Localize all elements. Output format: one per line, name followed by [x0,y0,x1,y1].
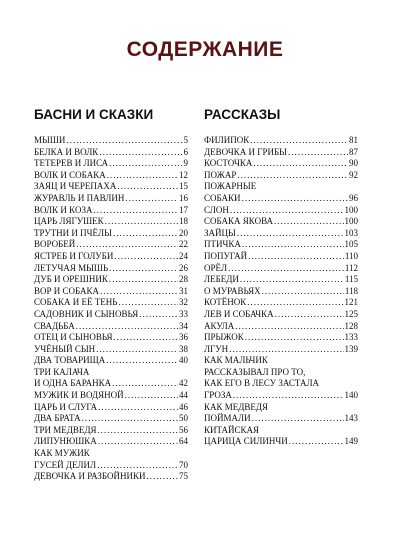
toc-page-number: 24 [179,250,188,261]
toc-entry-line [34,239,188,251]
toc-page-number: 38 [179,343,188,354]
toc-page-number: 121 [344,297,358,308]
toc-entry[interactable] [34,216,188,228]
toc-entry-title: МУЖИК И ВОДЯНОЙ [34,390,124,401]
toc-entry[interactable] [34,274,188,286]
toc-entry[interactable] [34,135,188,147]
toc-entry-title: ПРЫЖОК [204,332,244,343]
toc-entry-line [34,332,188,344]
toc-entry-title: СОБАКИ [204,192,241,203]
toc-entry-line [204,367,358,379]
toc-entry-line [34,413,188,425]
toc-entry-title: САДОВНИК И СЫНОВЬЯ [34,308,139,319]
dot-leader [114,332,178,344]
toc-page-number: 81 [349,135,358,145]
toc-entry-line [34,251,188,263]
toc-page-number: 46 [179,401,188,412]
toc-entry-title: ДУБ И ОРЕШНИК [34,274,108,285]
toc-page-number: 149 [344,436,358,447]
dot-leader [109,263,178,275]
dot-leader [98,425,178,437]
toc-entry[interactable] [204,274,358,286]
dot-leader [107,170,178,182]
toc-entry-title: СЛОН [204,204,229,215]
toc-entry-line [204,216,358,228]
toc-page-number: 128 [344,320,358,331]
dot-leader [248,251,344,263]
toc-entry-line [204,251,358,263]
toc-entry-title: ГРОЗА [204,390,232,401]
dot-leader [66,135,182,147]
dot-leader [247,297,343,309]
toc-entry-title: ЛЕВ И СОБАЧКА [204,308,274,319]
toc-entry-line [34,263,188,275]
toc-entry-line [204,181,358,193]
toc-entry-line [34,321,188,333]
toc-page-number: 125 [344,308,358,319]
toc-entry-line [204,344,358,356]
toc-entry[interactable] [34,413,188,425]
page-title: СОДЕРЖАНИЕ [126,38,284,61]
toc-entry[interactable] [204,205,358,217]
toc-page-number: 33 [179,308,188,319]
toc-page-number: 18 [179,216,188,227]
dot-leader [100,286,178,298]
dot-leader [233,390,344,402]
toc-entry-line [34,170,188,182]
toc-page-number: 110 [344,250,358,261]
toc-entry-title: И ОДНА БАРАНКА [34,378,112,389]
toc-page-number: 32 [179,297,188,308]
toc-entry-line [34,471,188,483]
toc-entry-title: СОБАКА ЯКОВА [204,216,274,227]
toc-entry-title: ТЕТЕРЕВ И ЛИСА [34,158,109,169]
dot-leader [288,147,348,159]
toc-column-fables [34,106,188,483]
toc-column-stories [204,106,358,448]
toc-entry[interactable] [204,135,358,147]
dot-leader [109,158,182,170]
toc-page-number: 70 [179,459,188,470]
toc-entry-title: ЛИПУНЮШКА [34,436,97,447]
toc-page-number: 22 [179,239,188,250]
toc-entry-line [34,390,188,402]
toc-entry[interactable] [34,286,188,298]
toc-page-number: 40 [179,355,188,366]
toc-entry[interactable] [34,367,188,390]
dot-leader [245,332,344,344]
toc-entry-line [204,263,358,275]
toc-page-number: 92 [349,169,358,180]
toc-entry-line [34,460,188,472]
toc-entry-title: ФИЛИПОК [204,135,250,145]
toc-entry-title: ОРЁЛ [204,262,228,273]
toc-entry-title: ПОЖАР [204,169,237,180]
toc-entry[interactable] [34,263,188,275]
toc-entry-title: ЯСТРЕБ И ГОЛУБИ [34,250,114,261]
toc-entry-line [204,135,358,147]
dot-leader [139,309,178,321]
toc-page-number: 20 [179,227,188,238]
toc-entry-title: КОТЁНОК [204,297,247,308]
toc-entry[interactable] [204,309,358,321]
dot-leader [106,355,178,367]
toc-entry-title: О МУРАВЬЯХ [204,285,261,296]
toc-entry-line [34,378,188,390]
toc-page-number: 12 [179,169,188,180]
dot-leader [114,251,178,263]
toc-entry[interactable] [34,309,188,321]
toc-entry-title: РАССКАЗЫВАЛ ПРО ТО, [204,366,306,377]
toc-page-number: 42 [179,378,188,389]
dot-leader [117,181,178,193]
toc-page-number: 143 [344,413,358,424]
dot-leader [230,205,344,217]
toc-entry-line [204,390,358,402]
toc-entry-title: ВОРОБЕЙ [34,239,76,250]
toc-entry-title: КАК МЕДВЕДЯ [204,401,269,412]
toc-entry-line [34,355,188,367]
toc-entry-title: КАК МУЖИК [34,448,90,459]
toc-entry-line [34,135,188,147]
toc-list-fables [34,135,188,483]
toc-entry-line [34,286,188,298]
toc-entry[interactable] [204,321,358,333]
toc-page-number: 44 [179,390,188,401]
dot-leader [289,436,344,448]
toc-page-number: 26 [179,262,188,273]
toc-entry[interactable] [34,448,188,471]
dot-leader [105,216,178,228]
toc-entry-title: ЗАЙЦЫ [204,227,236,238]
toc-page-number: 17 [179,204,188,215]
toc-entry-line [34,297,188,309]
toc-entry-title: ГУСЕЙ ДЕЛИЛ [34,459,97,470]
toc-entry-line [34,367,188,379]
dot-leader [240,274,344,286]
dot-leader [228,263,344,275]
toc-entry-title: ПТИЧКА [204,239,241,250]
toc-entry[interactable] [34,147,188,159]
toc-entry-line [204,425,358,437]
toc-entry[interactable] [204,286,358,298]
toc-entry[interactable] [34,471,188,483]
toc-entry-title: КОСТОЧКА [204,158,253,169]
toc-entry[interactable] [34,239,188,251]
toc-entry[interactable] [204,158,358,170]
dot-leader [253,158,348,170]
toc-entry-title: ЛЕБЕДИ [204,274,239,285]
toc-entry-title: ТРИ МЕДВЕДЯ [34,424,97,435]
toc-entry-title: МЫШИ [34,135,66,145]
toc-entry-title: КАК МАЛЬЧИК [204,355,268,366]
toc-page-number: 112 [344,262,358,273]
dot-leader [125,193,178,205]
toc-entry-title: ЛЕТУЧАЯ МЫШЬ [34,262,109,273]
toc-page-number: 31 [179,285,188,296]
toc-entry-line [34,344,188,356]
toc-entry-title: ЦАРИЦА СИЛИНЧИ [204,436,288,447]
toc-entry-title: ЖУРАВЛЬ И ПАВЛИН [34,192,125,203]
toc-page-number: 100 [344,204,358,215]
toc-entry[interactable] [204,216,358,228]
toc-entry[interactable] [34,436,188,448]
toc-page-number: 6 [183,146,188,157]
toc-entry-line [204,193,358,205]
toc-page-number: 115 [344,274,358,285]
toc-entry[interactable] [204,425,358,448]
toc-entry-title: АКУЛА [204,320,235,331]
toc-entry-title: БЕЛКА И ВОЛК [34,146,99,157]
toc-entry[interactable] [34,344,188,356]
toc-entry-title: ТРИ КАЛАЧА [34,366,90,377]
dot-leader [82,413,178,425]
toc-entry-title: ОТЕЦ И СЫНОВЬЯ [34,332,113,343]
toc-entry-line [34,436,188,448]
toc-entry-line [204,297,358,309]
toc-entry-title: ВОР И СОБАКА [34,285,100,296]
toc-entry[interactable] [204,355,358,401]
toc-entry-title: УЧЁНЫЙ СЫН [34,343,96,354]
toc-entry[interactable] [204,344,358,356]
dot-leader [250,135,348,147]
dot-leader [242,239,344,251]
toc-entry-title: СВАДЬБА [34,320,75,331]
toc-entry[interactable] [204,251,358,263]
toc-page-number: 15 [179,181,188,192]
toc-entry[interactable] [204,239,358,251]
toc-entry[interactable] [34,181,188,193]
toc-entry-title: ДВА ТОВАРИЩА [34,355,106,366]
dot-leader [113,228,178,240]
toc-entry[interactable] [204,228,358,240]
dot-leader [76,321,178,333]
dot-leader [125,390,178,402]
toc-entry-line [204,239,358,251]
toc-page-number: 140 [344,390,358,401]
dot-leader [76,239,178,251]
dot-leader [242,193,348,205]
toc-entry-line [204,147,358,159]
toc-entry[interactable] [34,355,188,367]
toc-page-number: 9 [183,158,188,169]
toc-entry[interactable] [204,402,358,425]
dot-leader [237,228,344,240]
toc-entry-line [204,274,358,286]
toc-entry[interactable] [34,390,188,402]
toc-page-number: 75 [179,471,188,482]
toc-page-number: 16 [179,192,188,203]
toc-page-number: 118 [344,285,358,296]
toc-entry-title: ВОЛК И КОЗА [34,204,93,215]
toc-entry-title: СОБАКА И ЕЁ ТЕНЬ [34,297,118,308]
toc-page-number: 103 [344,227,358,238]
toc-page-number: 36 [179,332,188,343]
toc-entry[interactable] [34,297,188,309]
toc-entry-line [34,147,188,159]
section-heading-stories: РАССКАЗЫ [204,107,281,122]
toc-entry-line [204,402,358,414]
toc-entry[interactable] [204,332,358,344]
toc-entry-line [204,228,358,240]
toc-entry-line [34,228,188,240]
toc-entry[interactable] [204,263,358,275]
toc-entry-line [204,170,358,182]
dot-leader [229,344,343,356]
toc-entry[interactable] [34,425,188,437]
toc-page-number: 34 [179,320,188,331]
toc-entry-title: ТРУТНИ И ПЧЁЛЫ [34,227,112,238]
dot-leader [237,170,348,182]
dot-leader [262,286,344,298]
section-heading-fables: БАСНИ И СКАЗКИ [34,107,154,122]
toc-page-number: 90 [349,158,358,169]
toc-entry-title: ВОЛК И СОБАКА [34,169,106,180]
toc-entry-title: ДВА БРАТА [34,413,81,424]
toc-entry-line [204,436,358,448]
toc-page-number: 139 [344,343,358,354]
dot-leader [275,309,344,321]
toc-entry[interactable] [34,158,188,170]
toc-entry-line [34,158,188,170]
toc-entry-line [34,402,188,414]
toc-entry[interactable] [204,297,358,309]
toc-page-number: 105 [344,239,358,250]
dot-leader [93,205,178,217]
toc-entry-line [204,205,358,217]
toc-entry-line [204,378,358,390]
toc-entry-title: ЗАЯЦ И ЧЕРЕПАХА [34,181,117,192]
toc-entry-title: КИТАЙСКАЯ [204,424,260,435]
toc-page-number: 100 [344,216,358,227]
toc-entry-title: КАК ЕГО В ЛЕСУ ЗАСТАЛА [204,378,320,389]
toc-list-stories [204,135,358,448]
toc-entry[interactable] [34,205,188,217]
toc-entry[interactable] [34,170,188,182]
dot-leader [98,402,178,414]
dot-leader [147,471,178,483]
toc-page-number: 87 [349,146,358,157]
dot-leader [109,274,178,286]
toc-entry-line [204,321,358,333]
toc-entry[interactable] [34,228,188,240]
toc-entry-line [34,274,188,286]
toc-entry-title: ПОЖАРНЫЕ [204,181,257,192]
toc-entry-title: ЦАРЬ И СЛУГА [34,401,98,412]
dot-leader [274,216,343,228]
dot-leader [235,321,343,333]
toc-entry[interactable] [34,251,188,263]
toc-entry[interactable] [204,147,358,159]
toc-entry-line [204,286,358,298]
toc-entry-line [204,332,358,344]
toc-entry-title: ДЕВОЧКА И РАЗБОЙНИКИ [34,471,146,482]
toc-entry[interactable] [204,181,358,204]
toc-entry-line [34,448,188,460]
toc-page-number: 64 [179,436,188,447]
dot-leader [97,460,178,472]
dot-leader [118,297,178,309]
toc-page-number: 28 [179,274,188,285]
toc-page-number: 50 [179,413,188,424]
toc-entry-line [204,355,358,367]
toc-entry[interactable] [34,321,188,333]
dot-leader [252,413,344,425]
toc-entry-line [204,309,358,321]
toc-page-number: 56 [179,424,188,435]
dot-leader [98,436,178,448]
toc-entry-line [34,216,188,228]
toc-entry-title: ПОЙМАЛИ [204,413,251,424]
toc-page-number: 5 [183,135,188,145]
toc-entry-title: ПОПУГАЙ [204,250,248,261]
toc-entry-line [34,425,188,437]
toc-entry[interactable] [204,170,358,182]
dot-leader [112,378,178,390]
toc-entry-line [34,309,188,321]
toc-entry-line [204,158,358,170]
toc-entry-title: ДЕВОЧКА И ГРИБЫ [204,146,287,157]
toc-page-number: 96 [349,192,358,203]
toc-entry-line [204,413,358,425]
toc-entry-title: ЛГУН [204,343,229,354]
dot-leader [96,344,178,356]
toc-entry[interactable] [34,402,188,414]
toc-entry-line [34,181,188,193]
toc-page-number: 133 [344,332,358,343]
toc-entry[interactable] [34,193,188,205]
toc-entry-line [34,193,188,205]
toc-entry[interactable] [34,332,188,344]
dot-leader [99,147,182,159]
toc-entry-line [34,205,188,217]
toc-entry-title: ЦАРЬ ЛЯГУШЕК [34,216,104,227]
